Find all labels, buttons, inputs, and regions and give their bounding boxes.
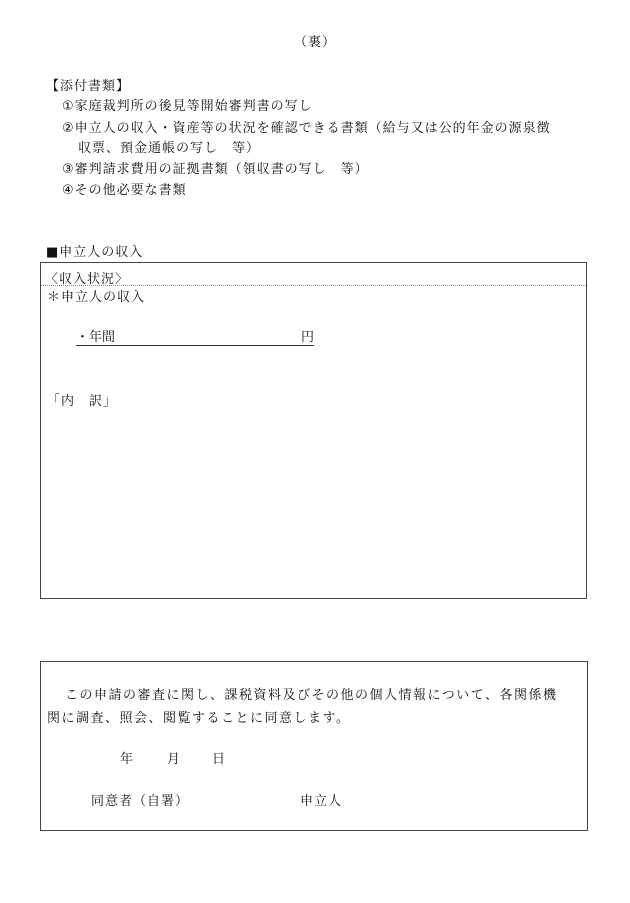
attachment-item-2: ②申立人の収入・資産等の状況を確認できる書類（給与又は公的年金の源泉徴: [62, 121, 551, 136]
income-status-label: 〈収入状況〉: [45, 272, 130, 287]
date-year-label: 年: [120, 752, 135, 767]
annual-income-label: ・年間: [76, 330, 116, 345]
attachment-item-4: ④その他必要な書類: [62, 183, 187, 198]
consent-text-line-1: この申請の審査に関し、課税資料及びその他の個人情報について、各関係機: [65, 688, 558, 703]
page-side-label: （裏）: [293, 35, 336, 50]
date-month-label: 月: [167, 752, 182, 767]
consent-text-line-2: 関に調査、照会、閲覧することに同意します。: [47, 711, 351, 726]
breakdown-field[interactable]: [47, 415, 577, 585]
attachment-item-3: ③審判請求費用の証拠書類（領収書の写し 等）: [62, 162, 369, 177]
attachments-heading: 【添付書類】: [46, 79, 131, 94]
attachment-item-1: ①家庭裁判所の後見等開始審判書の写し: [62, 99, 313, 114]
applicant-label: 申立人: [300, 794, 343, 809]
date-day-label: 日: [212, 752, 227, 767]
attachment-item-2-continuation: 収票、預金通帳の写し 等）: [78, 141, 261, 156]
applicant-income-label: ＊申立人の収入: [47, 290, 146, 305]
yen-unit: 円: [300, 330, 314, 345]
consent-box: [40, 661, 588, 831]
consenter-signature-label: 同意者（自署）: [91, 794, 190, 809]
income-status-row: [41, 263, 586, 286]
breakdown-label: 「内 訳」: [47, 394, 118, 409]
annual-income-field[interactable]: [76, 329, 314, 346]
income-box: [40, 262, 587, 599]
income-section-heading: ■申立人の収入: [46, 245, 144, 260]
